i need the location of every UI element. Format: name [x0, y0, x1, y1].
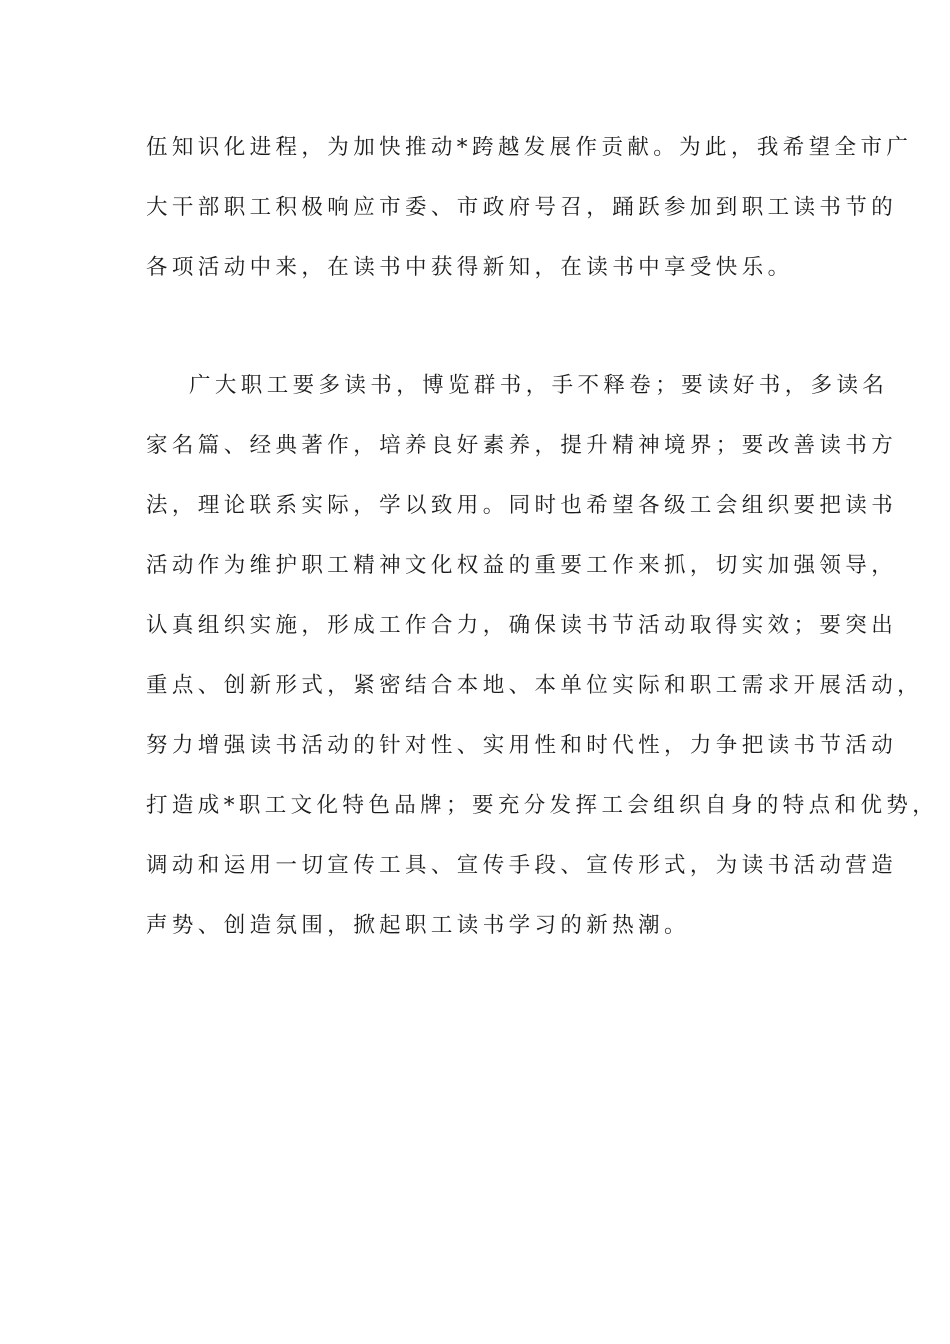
text-line: 打造成*职工文化特色品牌；要充分发挥工会组织自身的特点和优势，	[146, 793, 939, 818]
text-line: 法，理论联系实际，学以致用。同时也希望各级工会组织要把读书	[146, 493, 898, 518]
text-line: 活动作为维护职工精神文化权益的重要工作来抓，切实加强领导，	[146, 553, 898, 578]
text-line: 声势、创造氛围，掀起职工读书学习的新热潮。	[146, 913, 690, 938]
text-line: 重点、创新形式，紧密结合本地、本单位实际和职工需求开展活动，	[146, 673, 924, 698]
text-line: 努力增强读书活动的针对性、实用性和时代性，力争把读书节活动	[146, 733, 898, 758]
text-line: 各项活动中来，在读书中获得新知，在读书中享受快乐。	[146, 255, 794, 280]
text-line: 大干部职工积极响应市委、市政府号召，踊跃参加到职工读书节的	[146, 195, 898, 220]
text-line: 伍知识化进程，为加快推动*跨越发展作贡献。为此，我希望全市广	[146, 135, 913, 160]
paragraph-first-line: 广大职工要多读书，博览群书，手不释卷；要读好书，多读名	[189, 373, 889, 398]
text-line: 家名篇、经典著作，培养良好素养，提升精神境界；要改善读书方	[146, 433, 898, 458]
text-line: 调动和运用一切宣传工具、宣传手段、宣传形式，为读书活动营造	[146, 853, 898, 878]
text-line: 认真组织实施，形成工作合力，确保读书节活动取得实效；要突出	[146, 613, 898, 638]
